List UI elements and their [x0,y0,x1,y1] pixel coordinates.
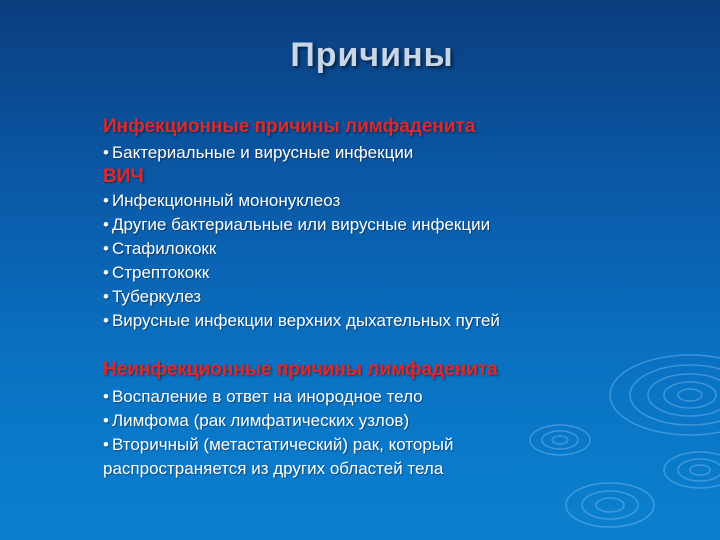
bullet-icon: • [103,191,109,210]
noninfectious-causes-list [103,385,454,457]
bullet-icon: • [103,435,109,454]
list-item: • Инфекционный мононуклеоз [103,191,341,210]
list-item: • Воспаление в ответ на инородное тело [103,387,423,406]
list-item: • Стафилококк [103,239,217,258]
list-item: • Лимфома (рак лимфатических узлов) [103,411,410,430]
hiv-causes-list [103,189,500,333]
list-item: • Бактериальные и вирусные инфекции [103,143,414,162]
list-item: • Вирусные инфекции верхних дыхательных путей [103,311,500,330]
section-heading-infectious: Инфекционные причины лимфаденита [103,116,476,137]
bullet-icon: • [103,411,109,430]
list-item: • Другие бактериальные или вирусные инфекции [103,215,491,234]
section-heading-noninfectious: Неинфекционные причины лимфаденита [103,359,498,380]
bullet-icon: • [103,143,109,162]
slide-title: Причины [290,36,454,74]
list-item: • Вторичный (метастатический) рак, который [103,435,454,454]
list-item: • Туберкулез [103,287,202,306]
list-item: • Стрептококк [103,263,210,282]
infectious-causes-list [103,141,413,165]
section-heading-hiv: ВИЧ [103,166,144,187]
bullet-icon: • [103,263,109,282]
bullet-icon: • [103,287,109,306]
bullet-icon: • [103,387,109,406]
list-item-continuation: распространяется из других областей тела [103,459,444,478]
bullet-icon: • [103,239,109,258]
bullet-icon: • [103,311,109,330]
bullet-icon: • [103,215,109,234]
